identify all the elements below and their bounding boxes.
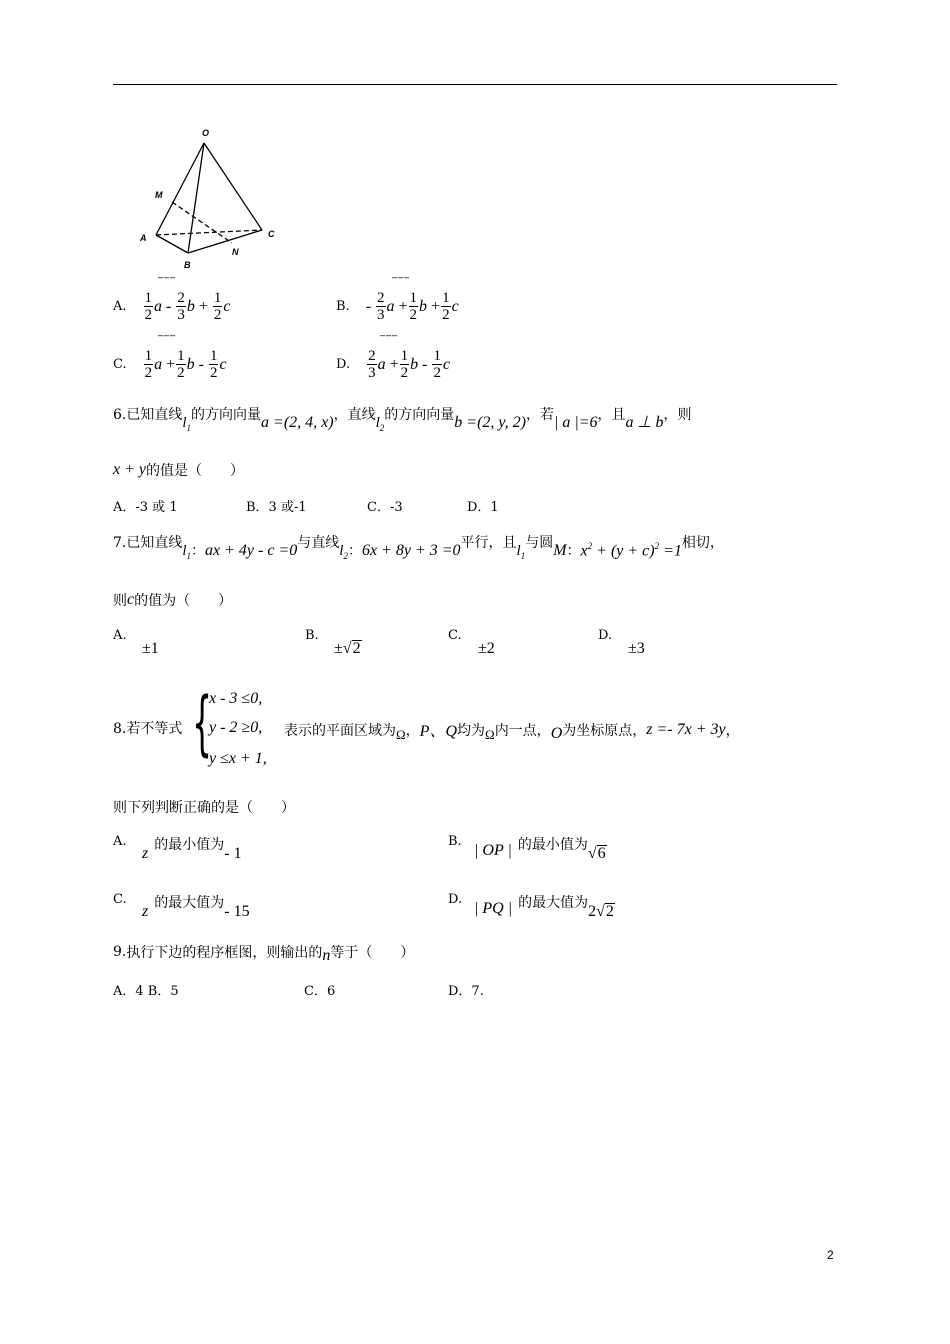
q8-option-b-label: B. [448,834,462,849]
q8-option-a: z 的最小值为 - 1 [142,837,242,862]
vertex-label-n: N [232,247,239,257]
q5-c-label: C. [113,357,127,372]
q7-option-c-label: C. [448,628,462,643]
q6-vector-a: a =(2, 4, x) [261,414,334,431]
q6-vector-b: b =(2, y, 2) [454,414,526,431]
q8-option-a-label: A. [113,834,127,849]
q5-a-label: A. [113,299,127,314]
q5-b-vector-arrows: ‾‾‾ [392,277,410,288]
q7-option-c-value: ±2 [478,640,495,657]
q8-number: 8.若不等式 [113,721,183,737]
q7-option-b-value: ±√2 [334,640,361,657]
q7-option-d-label: D. [598,628,613,643]
q5-d-vector-arrows: ‾‾‾ [380,335,398,346]
q7-eq2: 6x + 8y + 3 =0 [361,542,461,559]
q8-option-b: | OP | 的最小值为 √6 [474,837,606,862]
q7-line2: 则 c 的值为（ ） [113,591,233,609]
q8-brace: { [192,682,213,764]
q7-option-b-label: B. [305,628,319,643]
q6-xy: x + y [113,461,146,478]
q9-option-d: D．7. [448,984,484,999]
q6-line2: x + y 的值是（ ） [113,461,244,479]
q8-inequality-3: y ≤x + 1, [209,750,267,767]
q5-option-a: A. $\frac{1}{2}$ a - $\frac{2}{3}$ b + $\frac{1}{2}$ c [113,290,231,323]
q5-option-b: B. - $\frac{2}{3}$ a + $\frac{1}{2}$ b + $\frac{1}{2}$ c [336,290,459,323]
q6-number: 6. [113,407,127,423]
q8-inequality-1: x - 3 ≤0, [209,690,263,707]
q6-option-d: D．1 [467,500,499,515]
header-rule [113,84,837,85]
q6-perp: a ⊥ b [625,414,664,431]
q8-option-c: z 的最大值为 - 15 [142,895,250,920]
page-number: 2 [827,1248,834,1262]
q8-objective: z =- 7x + 3y [646,720,726,738]
vertex-label-a: A [140,233,147,243]
q8-inequality-2: y - 2 ≥0, [209,719,263,736]
q8-line2: 则下列判断正确的是（ ） [113,800,295,816]
tetrahedron-figure [140,125,290,275]
q7-circle-eq: $x^2 + (y + c)^2 =1$ [580,540,682,559]
vertex-label-b: B [184,260,191,270]
vertex-label-m: M [155,190,163,200]
q5-b-label: B. [336,299,350,314]
edge-oc [204,143,262,230]
q8-option-d: | PQ | 的最大值为 2√2 [474,895,614,920]
q7-number: 7. [113,535,127,551]
segment-mn [172,202,232,243]
q9-line1: 9. 执行下边的程序框图，则输出的 n 等于（ ） [113,944,415,964]
q6-line1: 6. 已知直线 $l_1$ 的方向向量 a =(2, 4, x) ，直线 $l_2$ 的方向向量 b =(2, y, 2) ，若 | a |=6 ，且 a ⊥ b ，则 [113,407,692,433]
q6-option-b: B．3 或-1 [246,500,307,515]
q5-a-vector-arrows: ‾‾‾ [158,277,176,288]
q6-norm: | a |=6 [553,414,598,431]
q7-option-a-value: ±1 [142,640,159,657]
q8-option-d-label: D. [448,892,463,907]
edge-ab [156,235,188,253]
edge-ac [156,230,262,235]
q7-eq1: ax + 4y - c =0 [205,542,298,559]
q5-option-d: D. $\frac{2}{3}$ a + $\frac{1}{2}$ b - $\frac{1}{2}$ c [336,348,451,381]
q5-d-label: D. [336,357,351,372]
q5-c-vector-arrows: ‾‾‾ [158,335,176,346]
q9-option-c: C．6 [304,984,336,999]
q7-option-a-label: A. [113,628,127,643]
q6-option-a: A．-3 或 1 [113,500,178,515]
vertex-label-c: C [268,229,275,239]
q6-option-c: C．-3 [367,500,403,515]
q8-line1-rest: 表示的平面区域为 Ω ， P、Q 均为 Ω 内一点， O 为坐标原点， z =- 7x + 3y ， [284,720,740,742]
q9-option-ab: A．4 B．5 [113,984,179,999]
q8-option-c-label: C. [113,892,127,907]
vertex-label-o: O [202,128,210,138]
q5-option-c: C. $\frac{1}{2}$ a + $\frac{1}{2}$ b - $\frac{1}{2}$ c [113,348,227,381]
q7-option-d-value: ±3 [628,640,645,657]
q7-line1: 7. 已知直线 $l_1$ ： ax + 4y - c =0 与直线 $l_2$ ： 6x + 8y + 3 =0 平行，且 $l_1$ 与圆 M ： $x^2 + (y + c)^2 =1$ 相切， [113,535,724,561]
